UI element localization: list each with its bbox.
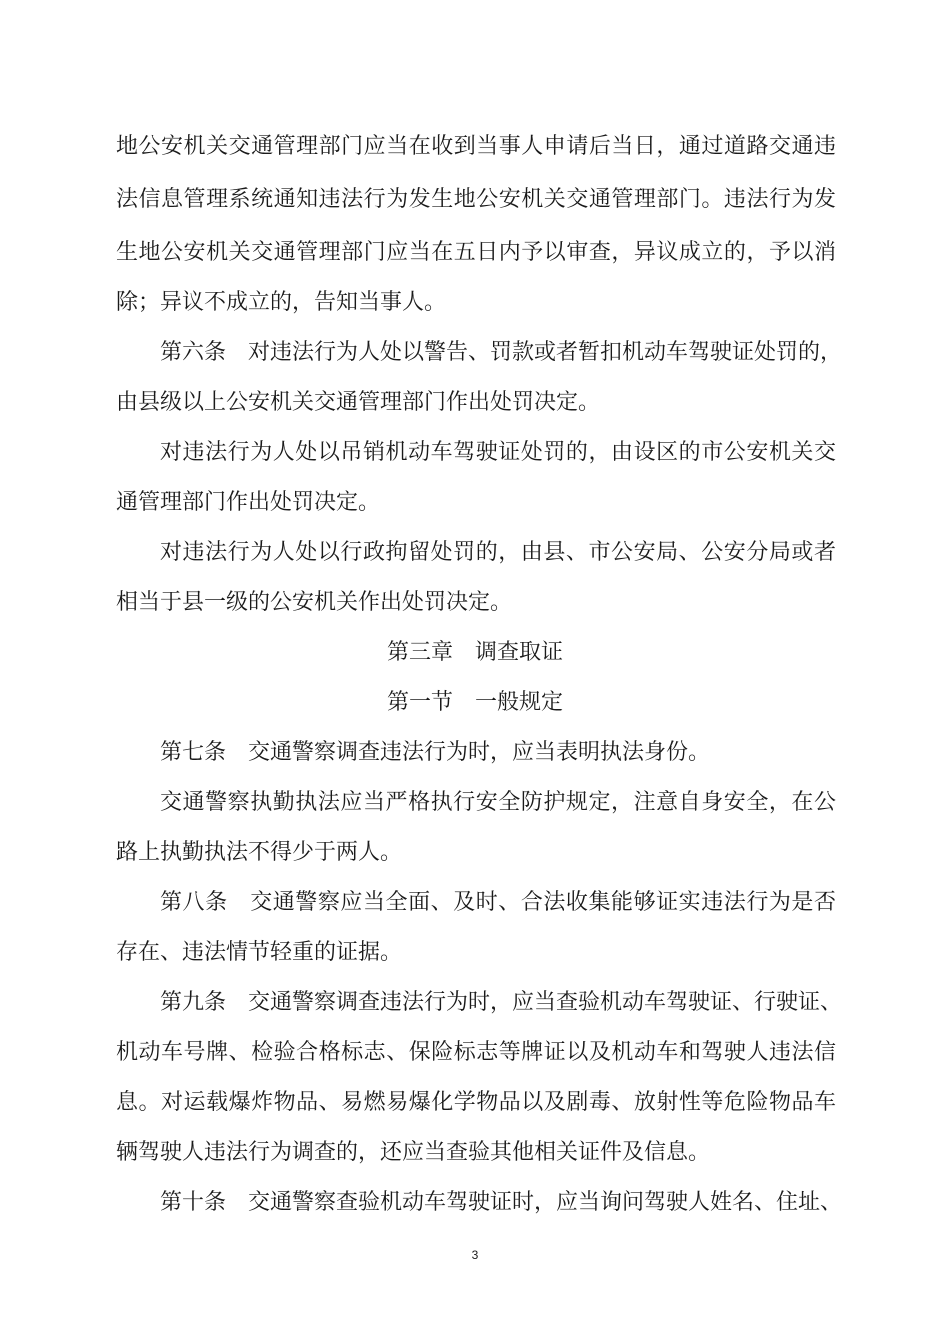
text-line: 由县级以上公安机关交通管理部门作出处罚决定。 <box>116 390 601 415</box>
paragraph-line: 对违法行为人处以吊销机动车驾驶证处罚的，由设区的市公安机关交 <box>160 440 836 465</box>
section-heading: 第一节 一般规定 <box>386 690 563 715</box>
text-line: 生地公安机关交通管理部门应当在五日内予以审查，异议成立的，予以消 <box>116 240 836 265</box>
article-8-line: 第八条 交通警察应当全面、及时、合法收集能够证实违法行为是否 <box>160 890 836 915</box>
text-line: 路上执勤执法不得少于两人。 <box>116 840 403 865</box>
text-line: 地公安机关交通管理部门应当在收到当事人申请后当日，通过道路交通违 <box>116 134 836 159</box>
page-number: 3 <box>471 1248 479 1262</box>
text-line: 息。对运载爆炸物品、易燃易爆化学物品以及剧毒、放射性等危险物品车 <box>116 1090 836 1115</box>
article-10-line: 第十条 交通警察查验机动车驾驶证时，应当询问驾驶人姓名、住址、 <box>160 1190 843 1215</box>
text-line: 机动车号牌、检验合格标志、保险标志等牌证以及机动车和驾驶人违法信 <box>116 1040 836 1065</box>
text-line: 存在、违法情节轻重的证据。 <box>116 940 403 965</box>
text-line: 除；异议不成立的，告知当事人。 <box>116 290 447 315</box>
paragraph-line: 交通警察执勤执法应当严格执行安全防护规定，注意自身安全，在公 <box>160 790 836 815</box>
text-line: 法信息管理系统通知违法行为发生地公安机关交通管理部门。违法行为发 <box>116 187 836 212</box>
text-line: 相当于县一级的公安机关作出处罚决定。 <box>116 590 513 615</box>
text-line: 通管理部门作出处罚决定。 <box>116 490 381 515</box>
chapter-heading: 第三章 调查取证 <box>386 640 563 665</box>
article-9-line: 第九条 交通警察调查违法行为时，应当查验机动车驾驶证、行驶证、 <box>160 990 843 1015</box>
paragraph-line: 对违法行为人处以行政拘留处罚的，由县、市公安局、公安分局或者 <box>160 540 836 565</box>
article-7-line: 第七条 交通警察调查违法行为时，应当表明执法身份。 <box>160 740 711 765</box>
text-line: 辆驾驶人违法行为调查的，还应当查验其他相关证件及信息。 <box>116 1140 711 1165</box>
article-6-line: 第六条 对违法行为人处以警告、罚款或者暂扣机动车驾驶证处罚的， <box>160 340 843 365</box>
